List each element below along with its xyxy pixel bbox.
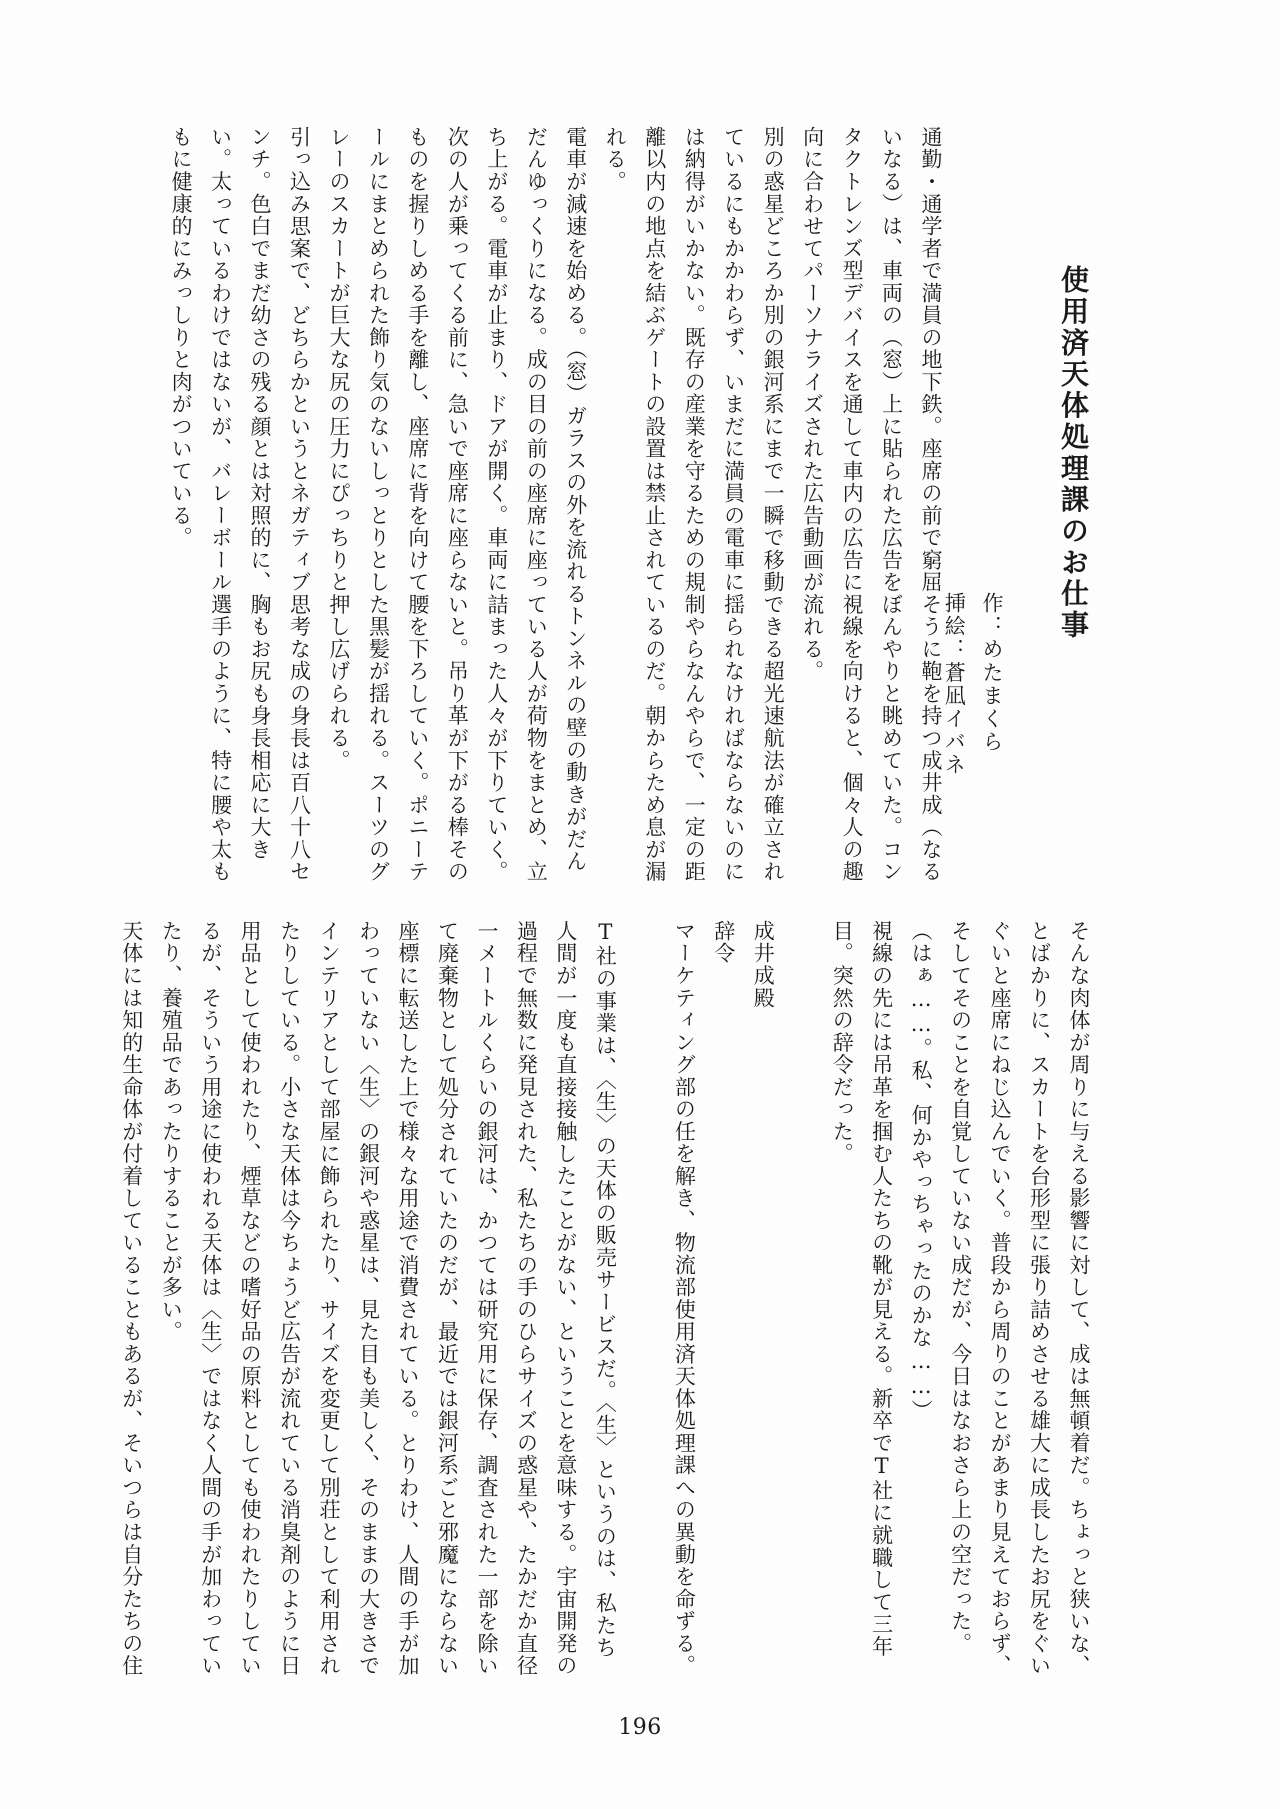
lower-text-block: そんな肉体が周りに与える影響に対して、成は無頓着だ。ちょっと狭いな、とばかりに、スカートを台形型に張り詰めさせる雄大に成長したお尻をぐいぐいと座席にねじ込んでいく。普段から周りのことがあまり見えておらず、そしてそのことを自覚していない成だが、今日はなおさら上の空だった。 （はぁ……。私、何かやっちゃったのかな……） 視線の先には吊革を掴む人たちの靴が見える。新卒でT社に就職して三年目。突然の辞令だった。 成井成殿 辞令 マーケティング部の任を解き、物流部使用済天体処理課への異動を命ずる。 T社の事業は、〈生〉の天体の販売サービスだ。〈生〉というのは、私たち人間が一度も直接接触したことがない、ということを意味する。宇宙開発の過程で無数に発見された、私たちの手のひらサイズの惑星や、たかだか直径一メートルくらいの銀河は、かつては研究用に保存、調査された一部を除いて廃棄物として処分されていたのだが、最近では銀河系ごと邪魔にならない座標に転送した上で様々な用途で消費されている。とりわけ、人間の手が加わっていない〈生〉の銀河や惑星は、見た目も美しく、そのままの大きさでインテリアとして部屋に飾られたり、サイズを変更して別荘として利用されたりしている。小さな天体は今ちょうど広告が流れている消臭剤のように日用品として使われたり、煙草などの嗜好品の原料としても使われたりしているが、そういう用途に使われる天体は〈生〉ではなく人間の手が加わっていたり、養殖品であったりすることが多い。 天体には知的生命体が付着していることもあるが、そいつらは自分たちの住 — [119, 920, 1091, 1677]
story-title: 使用済天体処理課のお仕事 — [1057, 265, 1090, 642]
upper-text-block: 通勤・通学者で満員の地下鉄。座席の前で窮屈そうに鞄を持つ成井成（なるいなる）は、車両の（窓）上に貼られた広告をぼんやりと眺めていた。コンタクトレンズ型デバイスを通して車内の広告に視線を向けると、個々人の趣向に合わせてパーソナライズされた広告動画が流れる。 別の惑星どころか別の銀河系にまで一瞬で移動できる超光速航法が確立されているにもかかわらず、いまだに満員の電車に揺られなければならないのには納得がいかない。既存の産業を守るための規制やらなんやらで、一定の距離以内の地点を結ぶゲートの設置は禁止されているのだ。朝からため息が漏れる。 電車が減速を始める。（窓）ガラスの外を流れるトンネルの壁の動きがだんだんゆっくりになる。成の目の前の座席に座っている人が荷物をまとめ、立ち上がる。電車が止まり、ドアが開く。車両に詰まった人々が下りていく。次の人が乗ってくる前に、急いで座席に座らないと。吊り革が下がる棒そのものを握りしめる手を離し、座席に背を向けて腰を下ろしていく。ポニーテールにまとめられた飾り気のないしっとりとした黒髪が揺れる。スーツのグレーのスカートが巨大な尻の圧力にぴっちりと押し広げられる。 引っ込み思案で、どちらかというとネガティブ思考な成の身長は百八十八センチ。色白でまだ幼さの残る顔とは対照的に、胸もお尻も身長相応に大きい。太っているわけではないが、バレーボール選手のように、特に腰や太ももに健康的にみっしりと肉がついている。 — [169, 126, 943, 883]
author-credit: 作：めたまくら — [980, 592, 1004, 754]
page-number: 196 — [618, 1715, 662, 1740]
illustrator-credit: 挿絵：蒼凪イバネ — [942, 592, 967, 777]
